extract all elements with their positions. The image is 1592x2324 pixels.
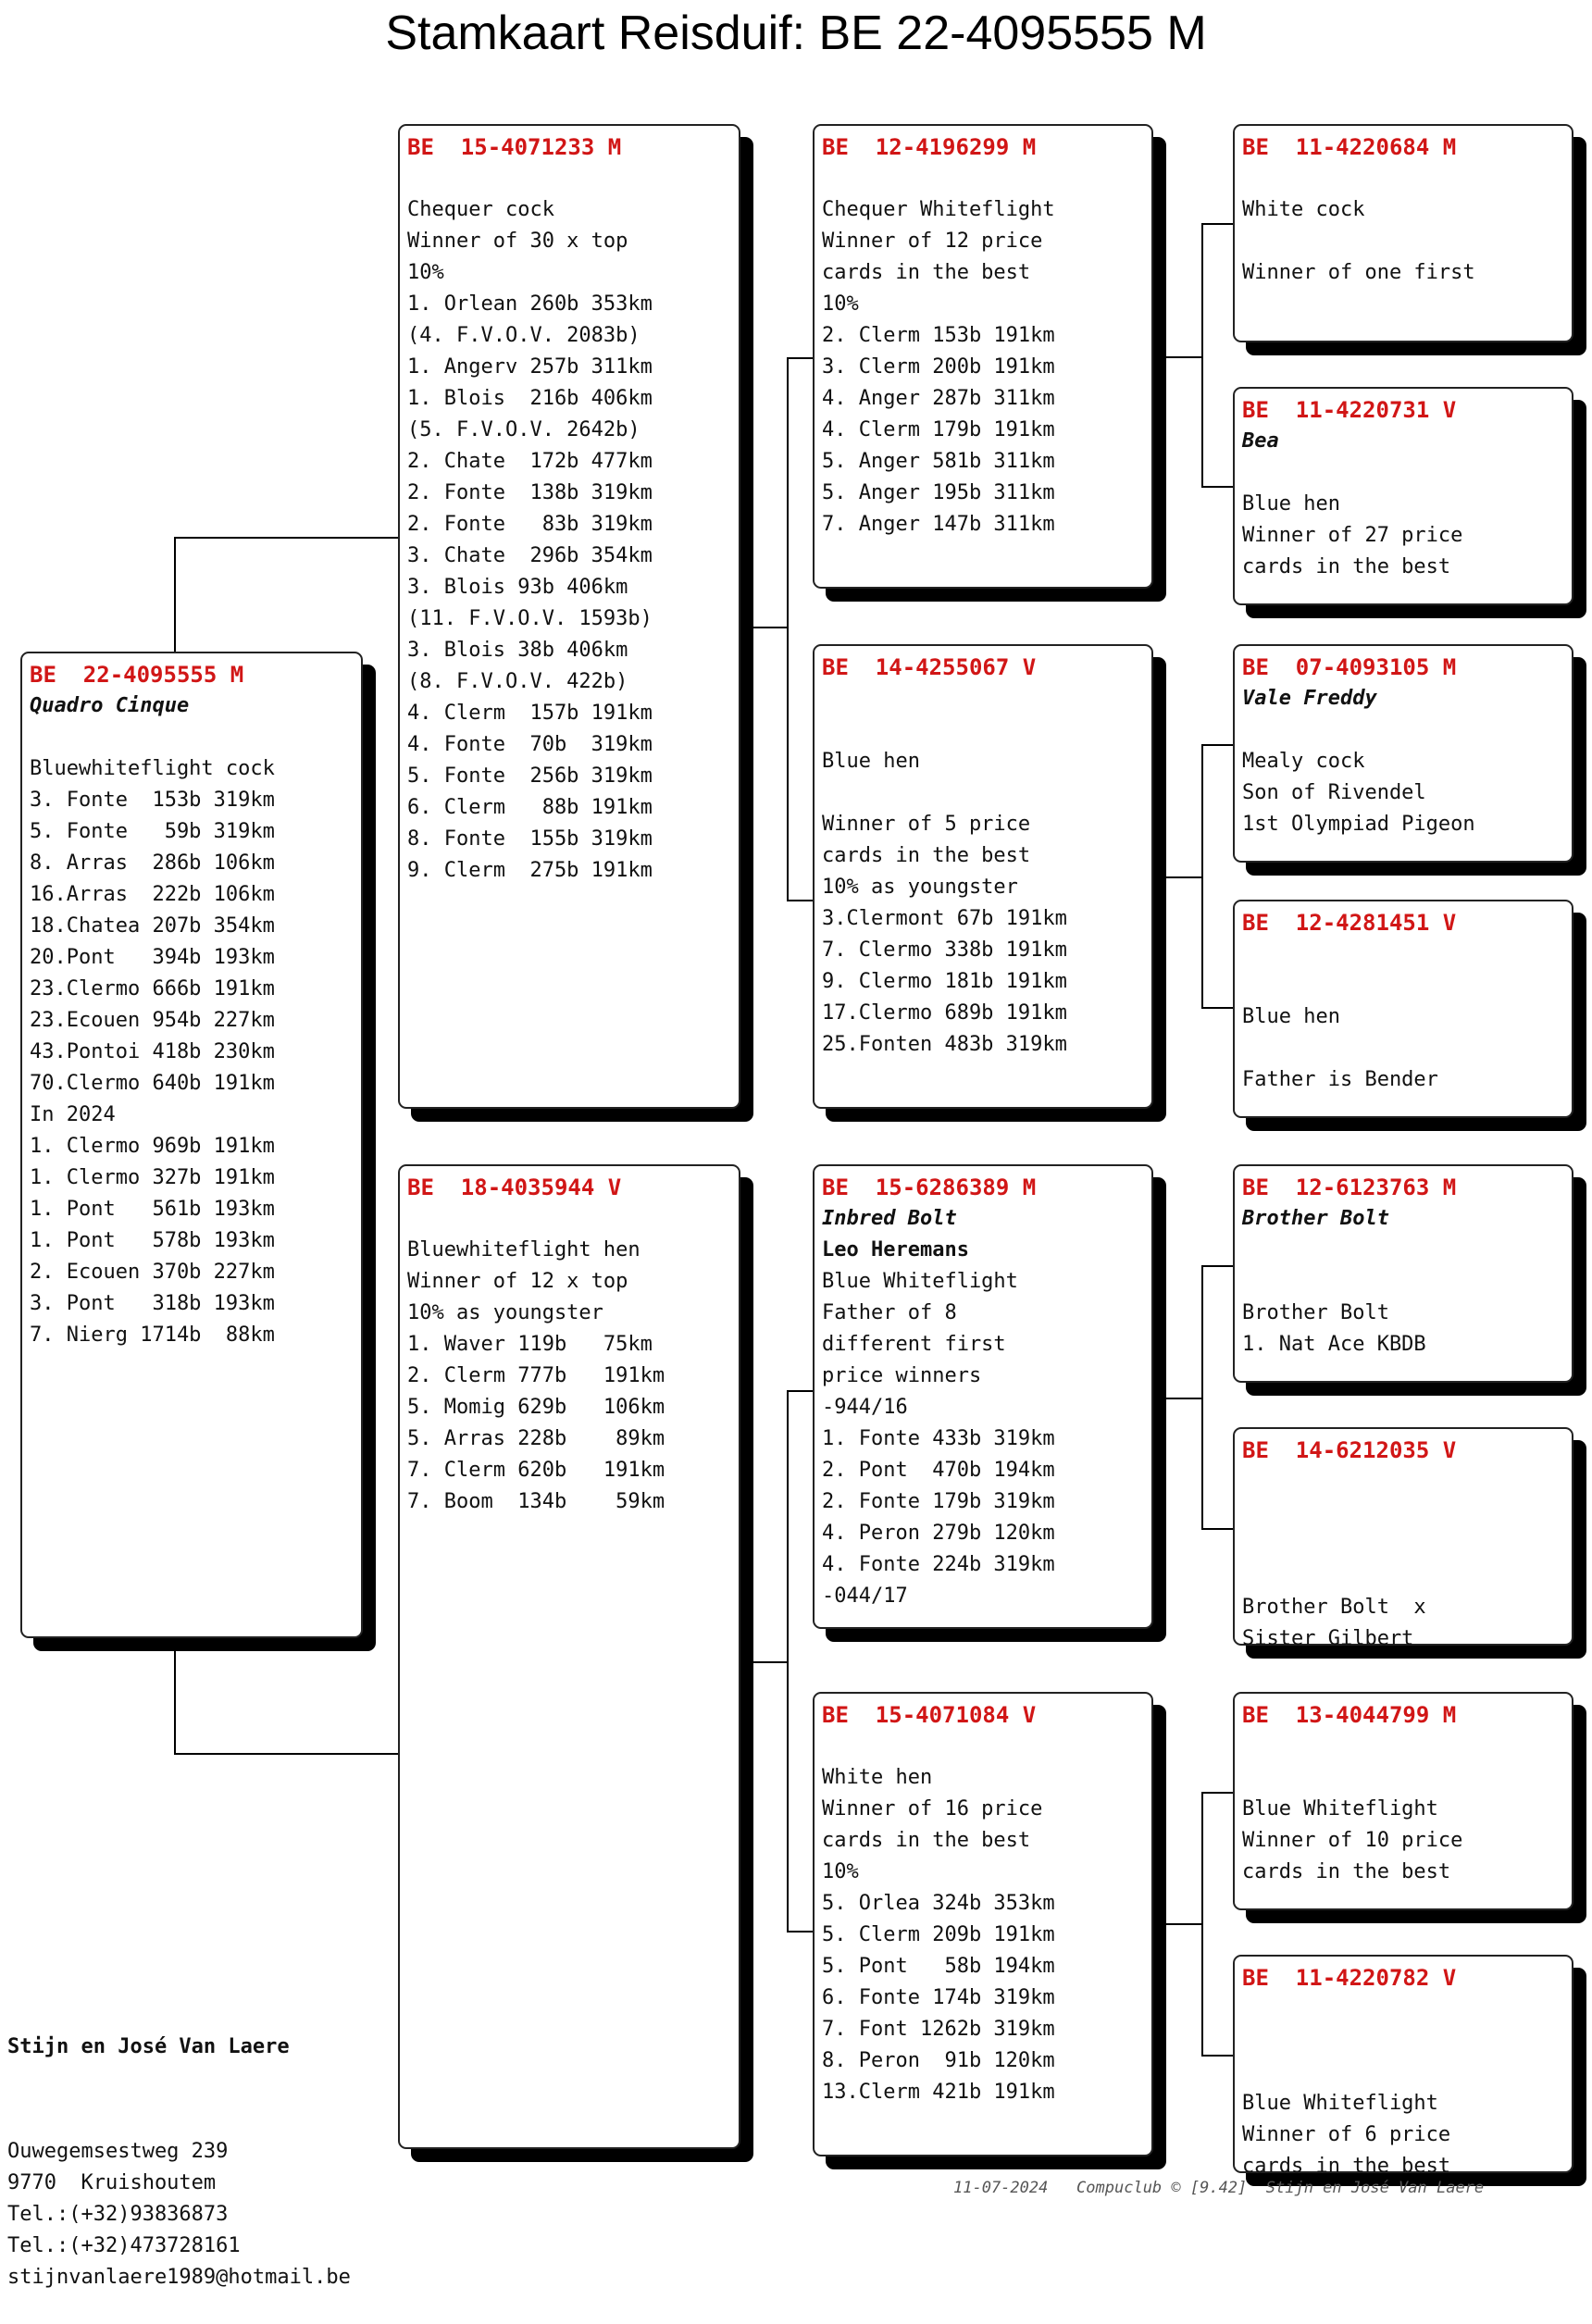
detail-line: In 2024 [30, 1103, 116, 1126]
connector-mother-stub [753, 1661, 787, 1663]
detail-line: Blue Whiteflight [1242, 1797, 1438, 1821]
connector-mother-mm [787, 1931, 815, 1933]
detail-line: 2. Fonte 138b 319km [407, 481, 653, 504]
detail-line: Blue hen [822, 750, 920, 773]
pigeon-details [407, 163, 731, 887]
detail-line: (4. F.V.O.V. 2083b) [407, 324, 641, 347]
connector-main-father [174, 537, 400, 539]
detail-line: cards in the best [822, 1829, 1031, 1852]
pedigree-box-mff [1233, 1164, 1573, 1383]
detail-line: cards in the best [822, 844, 1031, 867]
detail-line: 10% [407, 261, 444, 284]
detail-line: 3.Clermont 67b 191km [822, 907, 1067, 930]
detail-line: 2. Fonte 83b 319km [407, 513, 653, 536]
pigeon-details [407, 1203, 731, 1518]
detail-line: 8. Peron 91b 120km [822, 2049, 1055, 2072]
detail-line [1242, 163, 1564, 194]
pigeon-details [1242, 1731, 1564, 1888]
connector-fm-fmm [1201, 1007, 1235, 1009]
detail-line: 2. Chate 172b 477km [407, 450, 653, 473]
connector-ff-fff [1201, 223, 1235, 225]
pigeon-details [1242, 457, 1564, 583]
detail-line: 5. Fonte 256b 319km [407, 764, 653, 788]
detail-line: 7. Boom 134b 59km [407, 1490, 665, 1513]
detail-line: Winner of 6 price [1242, 2123, 1451, 2146]
pedigree-box-mmm [1233, 1955, 1573, 2178]
detail-line [407, 1203, 731, 1235]
detail-line: 1. Clermo 969b 191km [30, 1135, 275, 1158]
pedigree-box-mother-father [813, 1164, 1153, 1629]
detail-line [1242, 1560, 1564, 1592]
detail-line [1242, 2025, 1564, 2057]
detail-line: 9770 Kruishoutem [7, 2170, 217, 2194]
connector-main-mother [174, 1753, 400, 1755]
detail-line: 23.Clermo 666b 191km [30, 977, 275, 1000]
detail-line: price winners [822, 1364, 982, 1387]
connector-mm-bracket [1201, 1792, 1203, 2057]
detail-line: 4. Fonte 224b 319km [822, 1553, 1055, 1576]
footer-credits: 11-07-2024 Compuclub © [9.42] Stijn en José Van Laere [953, 2179, 1485, 2197]
detail-line: 25.Fonten 483b 319km [822, 1033, 1067, 1056]
detail-line: 1. Pont 578b 193km [30, 1229, 275, 1252]
pigeon-name: Brother Bolt [1242, 1207, 1389, 1230]
ring-number: BE 15-4071084 V [822, 1702, 1037, 1728]
detail-line [1242, 1731, 1564, 1762]
detail-line: 5. Orlea 324b 353km [822, 1892, 1055, 1915]
detail-line [822, 683, 1144, 715]
ring-number: BE 13-4044799 M [1242, 1702, 1457, 1728]
detail-line: 1. Clermo 327b 191km [30, 1166, 275, 1189]
detail-line: Winner of one first [1242, 261, 1475, 284]
pigeon-details [30, 722, 354, 1351]
pedigree-box-main [20, 652, 363, 1638]
detail-line: 16.Arras 222b 106km [30, 883, 275, 906]
pigeon-details [822, 163, 1144, 541]
ring-number: BE 11-4220731 V [1242, 397, 1457, 423]
detail-line: Brother Bolt [1242, 1301, 1389, 1324]
connector-mother-bracket [787, 1390, 789, 1933]
detail-line: 4. Anger 287b 311km [822, 387, 1055, 410]
detail-line: 2. Clerm 777b 191km [407, 1364, 665, 1387]
connector-ff-ffm [1201, 486, 1235, 488]
detail-line: 1. Orlean 260b 353km [407, 292, 653, 316]
detail-line: 6. Clerm 88b 191km [407, 796, 653, 819]
pigeon-details [822, 683, 1144, 1061]
connector-main-vertical-top [174, 537, 176, 655]
detail-line: 3. Blois 38b 406km [407, 639, 628, 662]
connector-mm-mmf [1201, 1792, 1235, 1794]
detail-line: 1. Nat Ace KBDB [1242, 1333, 1426, 1356]
detail-line: 3. Pont 318b 193km [30, 1292, 275, 1315]
detail-line: Winner of 12 x top [407, 1270, 628, 1293]
detail-line: Tel.:(+32)473728161 [7, 2233, 241, 2257]
pigeon-name: Quadro Cinque [30, 694, 190, 717]
detail-line: Father of 8 [822, 1301, 957, 1324]
detail-line: 3. Chate 296b 354km [407, 544, 653, 567]
detail-line [1242, 1498, 1564, 1529]
detail-line: Mealy cock [1242, 750, 1365, 773]
pedigree-box-ffm [1233, 387, 1573, 605]
detail-line: 18.Chatea 207b 354km [30, 914, 275, 938]
owner-address [7, 2136, 351, 2293]
detail-line [1242, 1529, 1564, 1560]
detail-line: 9. Clerm 275b 191km [407, 859, 653, 882]
pigeon-details [822, 1266, 1144, 1612]
detail-line: 10% as youngster [822, 876, 1018, 899]
detail-line: 5. Momig 629b 106km [407, 1396, 665, 1419]
detail-line: Chequer Whiteflight [822, 198, 1055, 221]
detail-line: Winner of 16 price [822, 1797, 1043, 1821]
detail-line: 5. Clerm 209b 191km [822, 1923, 1055, 1946]
pigeon-name: Inbred Bolt [822, 1207, 957, 1230]
owner-info [7, 1970, 351, 2324]
detail-line: 4. Clerm 157b 191km [407, 702, 653, 725]
pedigree-box-mother [398, 1164, 740, 2149]
detail-line: Winner of 5 price [822, 813, 1031, 836]
connector-father-ff [787, 357, 815, 359]
ring-number: BE 18-4035944 V [407, 1174, 622, 1200]
pedigree-box-father-father [813, 124, 1153, 589]
connector-fm-stub [1166, 876, 1201, 878]
detail-line: 23.Ecouen 954b 227km [30, 1009, 275, 1032]
connector-mm-stub [1166, 1923, 1201, 1925]
ring-number: BE 12-6123763 M [1242, 1174, 1457, 1200]
detail-line: different first [822, 1333, 1006, 1356]
connector-mf-mff [1201, 1265, 1235, 1267]
detail-line: cards in the best [1242, 1860, 1451, 1883]
detail-line: 13.Clerm 421b 191km [822, 2081, 1055, 2104]
detail-line [1242, 938, 1564, 970]
detail-line: Tel.:(+32)93836873 [7, 2202, 229, 2226]
detail-line: (5. F.V.O.V. 2642b) [407, 418, 641, 441]
detail-line: 4. Peron 279b 120km [822, 1522, 1055, 1545]
connector-main-vertical-bottom [174, 1647, 176, 1755]
detail-line: 7. Clerm 620b 191km [407, 1459, 665, 1482]
detail-line: Sister Gilbert [1242, 1627, 1414, 1650]
pigeon-details [1242, 1994, 1564, 2182]
detail-line: 3. Fonte 153b 319km [30, 789, 275, 812]
detail-line: 43.Pontoi 418b 230km [30, 1040, 275, 1063]
detail-line: cards in the best [1242, 2155, 1451, 2178]
ring-number: BE 11-4220684 M [1242, 134, 1457, 160]
detail-line: Blue Whiteflight [822, 1270, 1018, 1293]
detail-line: 8. Arras 286b 106km [30, 851, 275, 875]
detail-line: 10% [822, 292, 859, 316]
detail-line: Brother Bolt x [1242, 1596, 1426, 1619]
detail-line: 2. Pont 470b 194km [822, 1459, 1055, 1482]
detail-line: 3. Blois 93b 406km [407, 576, 628, 599]
connector-mm-mmm [1201, 2055, 1235, 2057]
pigeon-name: Vale Freddy [1242, 687, 1377, 710]
detail-line [822, 715, 1144, 746]
ring-number: BE 22-4095555 M [30, 662, 244, 688]
detail-line: Winner of 27 price [1242, 524, 1463, 547]
detail-line: 10% as youngster [407, 1301, 603, 1324]
pigeon-name: Bea [1242, 429, 1279, 453]
detail-line [1242, 1235, 1564, 1266]
detail-line [1242, 226, 1564, 257]
pigeon-details [1242, 938, 1564, 1096]
detail-line: Bluewhiteflight hen [407, 1238, 641, 1261]
detail-line: 10% [822, 1860, 859, 1883]
detail-line [822, 1731, 1144, 1762]
detail-line: stijnvanlaere1989@hotmail.be [7, 2265, 351, 2289]
breeder-name: Leo Heremans [822, 1238, 969, 1261]
detail-line: -944/16 [822, 1396, 908, 1419]
detail-line: Bluewhiteflight cock [30, 757, 275, 780]
detail-line: (11. F.V.O.V. 1593b) [407, 607, 653, 630]
ring-number: BE 15-6286389 M [822, 1174, 1037, 1200]
detail-line: Winner of 12 price [822, 230, 1043, 253]
detail-line: cards in the best [822, 261, 1031, 284]
detail-line [407, 163, 731, 194]
detail-line: 7. Anger 147b 311km [822, 513, 1055, 536]
detail-line [1242, 1994, 1564, 2025]
pigeon-details [822, 1731, 1144, 2108]
detail-line [1242, 970, 1564, 1001]
detail-line: Son of Rivendel [1242, 781, 1426, 804]
pedigree-box-father [398, 124, 740, 1109]
detail-line: 7. Font 1262b 319km [822, 2018, 1055, 2041]
detail-line [822, 777, 1144, 809]
detail-line: 3. Clerm 200b 191km [822, 355, 1055, 379]
detail-line: Blue hen [1242, 492, 1340, 516]
detail-line: 17.Clermo 689b 191km [822, 1001, 1067, 1025]
detail-line [1242, 715, 1564, 746]
detail-line: 9. Clermo 181b 191km [822, 970, 1067, 993]
pedigree-box-father-mother [813, 644, 1153, 1109]
detail-line: 2. Clerm 153b 191km [822, 324, 1055, 347]
ring-number: BE 11-4220782 V [1242, 1965, 1457, 1991]
detail-line [822, 163, 1144, 194]
detail-line: 70.Clermo 640b 191km [30, 1072, 275, 1095]
pedigree-box-fmm [1233, 900, 1573, 1118]
detail-line [1242, 457, 1564, 489]
page-title: Stamkaart Reisduif: BE 22-4095555 M [385, 6, 1207, 60]
connector-ff-stub [1166, 356, 1201, 358]
detail-line: Winner of 10 price [1242, 1829, 1463, 1852]
detail-line: 7. Nierg 1714b 88km [30, 1324, 275, 1347]
detail-line: 1. Fonte 433b 319km [822, 1427, 1055, 1450]
detail-line: 1. Waver 119b 75km [407, 1333, 653, 1356]
detail-line [1242, 2057, 1564, 2088]
owner-name: Stijn en José Van Laere [7, 2035, 290, 2058]
pedigree-box-fmf [1233, 644, 1573, 863]
detail-line: 2. Fonte 179b 319km [822, 1490, 1055, 1513]
detail-line [1242, 1466, 1564, 1498]
detail-line: 4. Clerm 179b 191km [822, 418, 1055, 441]
pedigree-box-fff [1233, 124, 1573, 342]
detail-line [1242, 1762, 1564, 1794]
detail-line: (8. F.V.O.V. 422b) [407, 670, 628, 693]
detail-line: 7. Clermo 338b 191km [822, 938, 1067, 962]
detail-line: 8. Fonte 155b 319km [407, 827, 653, 851]
detail-line: 1. Blois 216b 406km [407, 387, 653, 410]
detail-line: White hen [822, 1766, 933, 1789]
detail-line: 20.Pont 394b 193km [30, 946, 275, 969]
detail-line: cards in the best [1242, 555, 1451, 578]
detail-line [30, 722, 354, 753]
detail-line: 5. Anger 581b 311km [822, 450, 1055, 473]
ring-number: BE 12-4281451 V [1242, 910, 1457, 936]
detail-line: 5. Anger 195b 311km [822, 481, 1055, 504]
pigeon-details [1242, 1466, 1564, 1655]
detail-line [1242, 1266, 1564, 1298]
connector-fm-fmf [1201, 744, 1235, 746]
detail-line: Father is Bender [1242, 1068, 1438, 1091]
ring-number: BE 14-6212035 V [1242, 1437, 1457, 1463]
detail-line: Winner of 30 x top [407, 230, 628, 253]
connector-father-stub [753, 627, 787, 628]
pigeon-details [1242, 163, 1564, 289]
detail-line [1242, 1033, 1564, 1064]
detail-line: 1. Angerv 257b 311km [407, 355, 653, 379]
ring-number: BE 15-4071233 M [407, 134, 622, 160]
detail-line: -044/17 [822, 1585, 908, 1608]
detail-line: 1st Olympiad Pigeon [1242, 813, 1475, 836]
connector-mf-stub [1166, 1398, 1201, 1399]
detail-line: 4. Fonte 70b 319km [407, 733, 653, 756]
ring-number: BE 07-4093105 M [1242, 654, 1457, 680]
pedigree-box-mother-mother [813, 1692, 1153, 2156]
pedigree-box-mmf [1233, 1692, 1573, 1910]
ring-number: BE 14-4255067 V [822, 654, 1037, 680]
pedigree-box-mfm [1233, 1427, 1573, 1650]
detail-line: 2. Ecouen 370b 227km [30, 1261, 275, 1284]
connector-mf-bracket [1201, 1265, 1203, 1530]
connector-father-bracket [787, 357, 789, 901]
detail-line: 1. Pont 561b 193km [30, 1198, 275, 1221]
detail-line: 5. Fonte 59b 319km [30, 820, 275, 843]
detail-line: 5. Pont 58b 194km [822, 1955, 1055, 1978]
connector-mother-mf [787, 1390, 815, 1392]
connector-fm-bracket [1201, 744, 1203, 1009]
detail-line: Ouwegemsestweg 239 [7, 2139, 229, 2163]
detail-line: Blue Whiteflight [1242, 2092, 1438, 2115]
connector-mf-mfm [1201, 1528, 1235, 1530]
pigeon-details [1242, 715, 1564, 840]
detail-line: 5. Arras 228b 89km [407, 1427, 665, 1450]
detail-line: White cock [1242, 198, 1365, 221]
ring-number: BE 12-4196299 M [822, 134, 1037, 160]
detail-line: Blue hen [1242, 1005, 1340, 1028]
connector-father-fm [787, 900, 815, 901]
detail-line: Chequer cock [407, 198, 554, 221]
connector-ff-bracket [1201, 223, 1203, 488]
detail-line: 6. Fonte 174b 319km [822, 1986, 1055, 2009]
pigeon-details [1242, 1235, 1564, 1361]
